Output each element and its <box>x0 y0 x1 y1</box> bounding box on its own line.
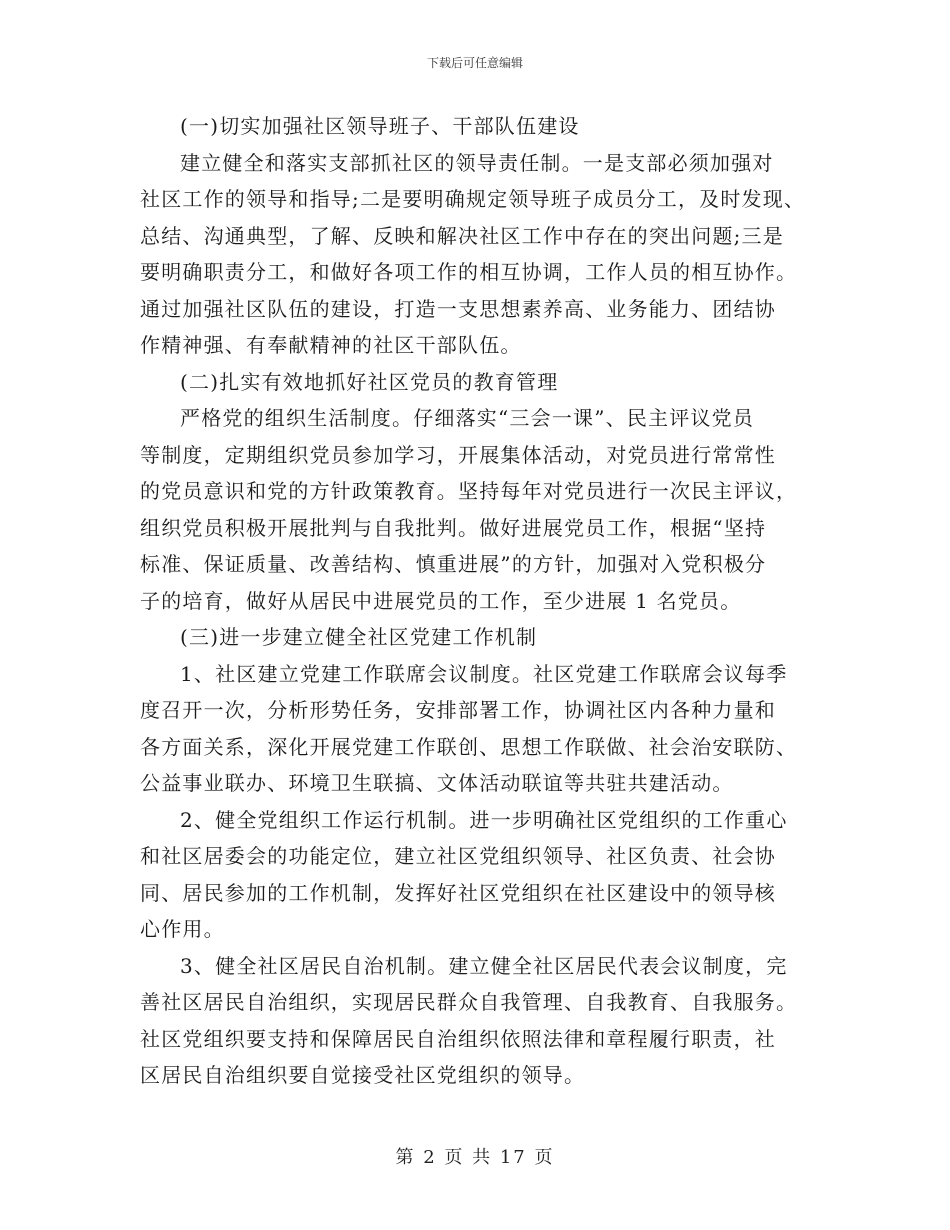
text-line: 和社区居委会的功能定位，建立社区党组织领导、社区负责、社会协 <box>140 844 776 868</box>
page-number-footer: 第 2 页 共 17 页 <box>395 1147 555 1168</box>
text-line: 通过加强社区队伍的建设，打造一支思想素养高、业务能力、团结协 <box>140 296 776 321</box>
text-line: 总结、沟通典型，了解、反映和解决社区工作中存在的突出问题;三是 <box>140 223 784 248</box>
text-line: 社区工作的领导和指导;二是要明确规定领导班子成员分工，及时发现、 <box>140 187 806 211</box>
text-line: 善社区居民自治组织，实现居民群众自我管理、自我教育、自我服务。 <box>140 990 798 1014</box>
header-note: 下载后可任意编辑 <box>426 56 523 70</box>
text-line: 各方面关系，深化开展党建工作联创、思想工作联做、社会治安联防、 <box>140 734 798 759</box>
text-line: 的党员意识和党的方针政策教育。坚持每年对党员进行一次民主评议， <box>140 479 798 503</box>
text-line: 1、社区建立党建工作联席会议制度。社区党建工作联席会议每季 <box>180 661 788 686</box>
paragraph <box>140 145 820 364</box>
text-line: 3、健全社区居民自治机制。建立健全社区居民代表会议制度，完 <box>180 953 788 978</box>
text-line: 等制度，定期组织党员参加学习，开展集体活动，对党员进行常常性 <box>140 442 776 467</box>
text-line: 严格党的组织生活制度。仔细落实“三会一课”、民主评议党员 <box>180 406 755 430</box>
text-line: 组织党员积极开展批判与自我批判。做好进展党员工作，根据“坚持 <box>140 515 767 540</box>
text-line: 建立健全和落实支部抓社区的领导责任制。一是支部必须加强对 <box>180 150 774 175</box>
text-line: 区居民自治组织要自觉接受社区党组织的领导。 <box>140 1063 586 1087</box>
text-line: 标准、保证质量、改善结构、慎重进展”的方针，加强对入党积极分 <box>140 552 767 576</box>
text-line: 要明确职责分工，和做好各项工作的相互协调，工作人员的相互协作。 <box>140 260 798 284</box>
paragraph <box>140 400 820 619</box>
paragraph <box>140 802 820 948</box>
text-line: 心作用。 <box>140 917 225 941</box>
text-line: 公益事业联办、环境卫生联搞、文体活动联谊等共驻共建活动。 <box>140 771 734 795</box>
text-line: 作精神强、有奉献精神的社区干部队伍。 <box>140 333 522 357</box>
document-body <box>140 108 820 1094</box>
section-heading: (三)进一步建立健全社区党建工作机制 <box>180 625 538 649</box>
section-heading: (二)扎实有效地抓好社区党员的教育管理 <box>180 369 559 394</box>
paragraph <box>140 948 820 1094</box>
text-line: 2、健全党组织工作运行机制。进一步明确社区党组织的工作重心 <box>180 807 788 832</box>
text-line: 度召开一次，分析形势任务，安排部署工作，协调社区内各种力量和 <box>140 698 776 722</box>
text-line: 子的培育，做好从居民中进展党员的工作，至少进展 1 名党员。 <box>140 588 742 613</box>
paragraph <box>140 656 820 802</box>
text-line: 同、居民参加的工作机制，发挥好社区党组织在社区建设中的领导核 <box>140 880 776 905</box>
text-line: 社区党组织要支持和保障居民自治组织依照法律和章程履行职责，社 <box>140 1026 776 1051</box>
section-heading: (一)切实加强社区领导班子、干部队伍建设 <box>180 114 580 138</box>
